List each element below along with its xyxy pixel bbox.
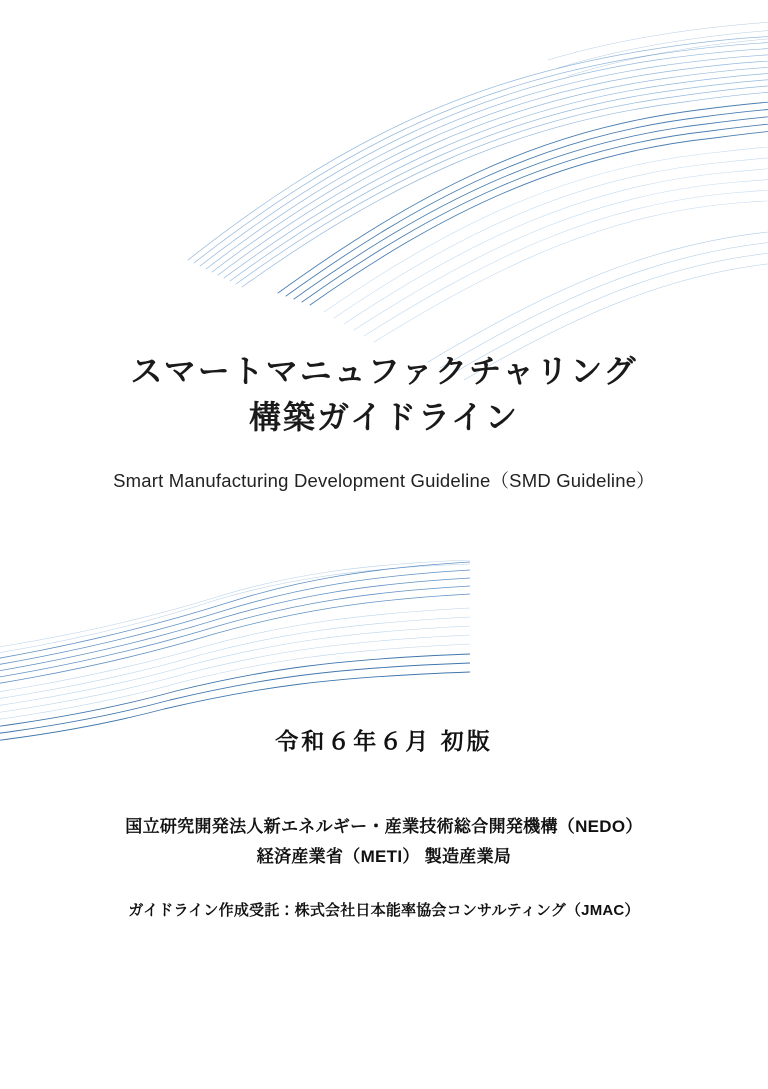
organization-line-2: 経済産業省（METI） 製造産業局 xyxy=(256,846,512,866)
organization-block xyxy=(0,812,768,872)
edition-label: 令和６年６月 初版 xyxy=(275,728,493,754)
page-title-line-2: 構築ガイドライン xyxy=(248,399,520,436)
page-title-line-1: スマートマニュファクチャリング xyxy=(130,353,638,389)
blue-ribbon-flow-top-icon xyxy=(128,0,768,380)
cover-title-block xyxy=(0,348,768,493)
commission-note: ガイドライン作成受託：株式会社日本能率協会コンサルティング（JMAC） xyxy=(128,902,640,919)
organization-line-1: 国立研究開発法人新エネルギー・産業技術総合開発機構（NEDO） xyxy=(125,817,643,836)
edition-block xyxy=(0,723,768,756)
page-subtitle: Smart Manufacturing Development Guideline（SMD Guideline） xyxy=(113,469,655,491)
